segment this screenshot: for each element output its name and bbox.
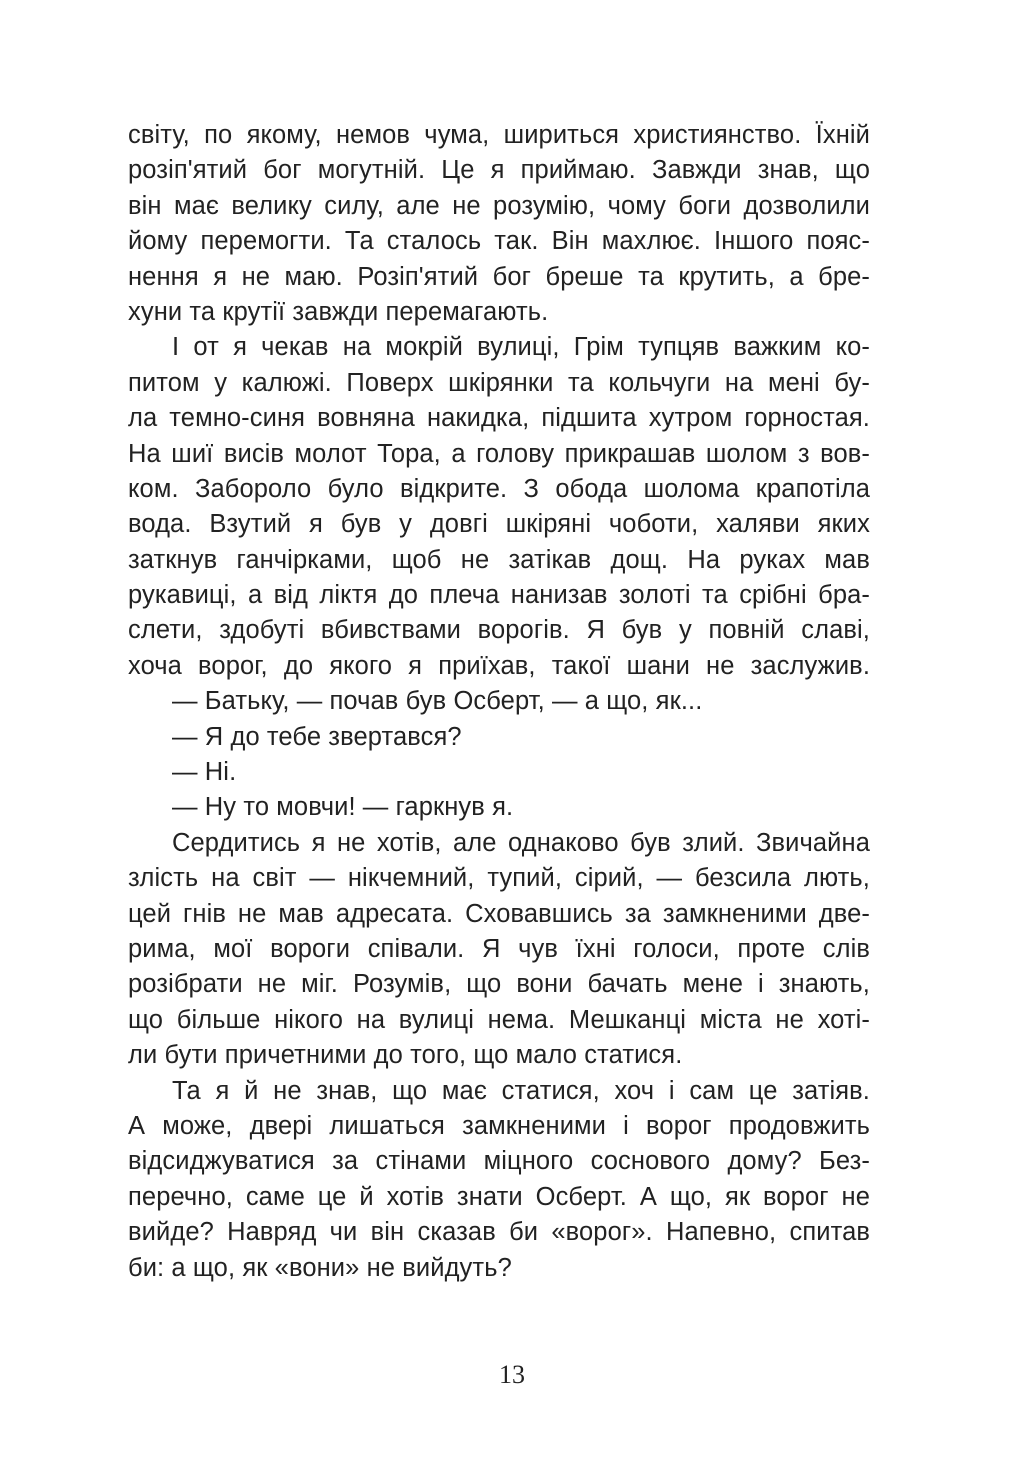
text-line: ла темно-синя вовняна накидка, підшита хутром горностая. [128, 404, 870, 433]
text-line: Сердитись я не хотів, але однаково був злий. Звичайна [172, 828, 870, 857]
text-line: розіп'ятий бог могутній. Це я приймаю. Завжди знав, що [128, 156, 870, 185]
text-line: він має велику силу, але не розумію, чому боги дозволили [128, 191, 870, 220]
text-line: хоча ворог, до якого я приїхав, такої шани не заслужив. [128, 651, 870, 680]
text-line: нення я не маю. Розіп'ятий бог бреше та крутить, а бре- [128, 262, 870, 291]
text-line: — Я до тебе звертався? [172, 722, 462, 751]
text-line: заткнув ганчірками, щоб не затікав дощ. На руках мав [128, 545, 870, 574]
text-line: йому перемогти. Та сталось так. Він махлює. Іншого пояс- [128, 227, 870, 256]
text-line: слети, здобуті вбивствами ворогів. Я був у повній славі, [128, 616, 870, 645]
text-line: Та я й не знав, що має статися, хоч і сам це затіяв. [172, 1076, 870, 1105]
text-line: перечно, саме це й хотів знати Осберт. А що, як ворог не [128, 1182, 870, 1211]
text-line: злість на світ — нікчемний, тупий, сірий, — безсила лють, [128, 864, 870, 893]
text-line: вийде? Навряд чи він сказав би «ворог». Напевно, спитав [128, 1218, 870, 1247]
text-line: ли бути причетними до того, що мало статися. [128, 1041, 683, 1070]
text-line: хуни та крутії завжди перемагають. [128, 297, 549, 326]
text-line: питом у калюжі. Поверх шкірянки та кольчуги на мені бу- [128, 368, 870, 397]
text-line: А може, двері лишаться замкненими і ворог продовжить [128, 1111, 870, 1140]
text-line: рима, мої вороги співали. Я чув їхні голоси, проте слів [128, 934, 870, 963]
text-line: На шиї висів молот Тора, а голову прикрашав шолом з вов- [128, 439, 870, 468]
text-line: — Ну то мовчи! — гаркнув я. [172, 793, 514, 822]
text-line: би: а що, як «вони» не вийдуть? [128, 1253, 512, 1282]
text-line: що більше нікого на вулиці нема. Мешканці міста не хоті- [128, 1005, 870, 1034]
text-line: — Батьку, — почав був Осберт, — а що, як... [172, 687, 703, 716]
text-line: — Ні. [172, 758, 237, 787]
text-line: вода. Взутий я був у довгі шкіряні чоботи, халяви яких [128, 510, 870, 539]
text-line: рукавиці, а від ліктя до плеча нанизав золоті та срібні бра- [128, 581, 870, 610]
text-line: І от я чекав на мокрій вулиці, Грім тупцяв важким ко- [172, 333, 870, 362]
text-line: відсиджуватися за стінами міцного соснового дому? Без- [128, 1147, 870, 1176]
text-line: цей гнів не мав адресата. Сховавшись за замкненими две- [128, 899, 870, 928]
text-line: ком. Забороло було відкрите. З обода шолома крапотіла [128, 474, 870, 503]
text-line: розібрати не міг. Розумів, що вони бачать мене і знають, [128, 970, 870, 999]
text-line: світу, по якому, немов чума, шириться християнство. Їхній [128, 121, 870, 149]
body-text [128, 118, 870, 1286]
page-number: 13 [499, 1360, 525, 1389]
